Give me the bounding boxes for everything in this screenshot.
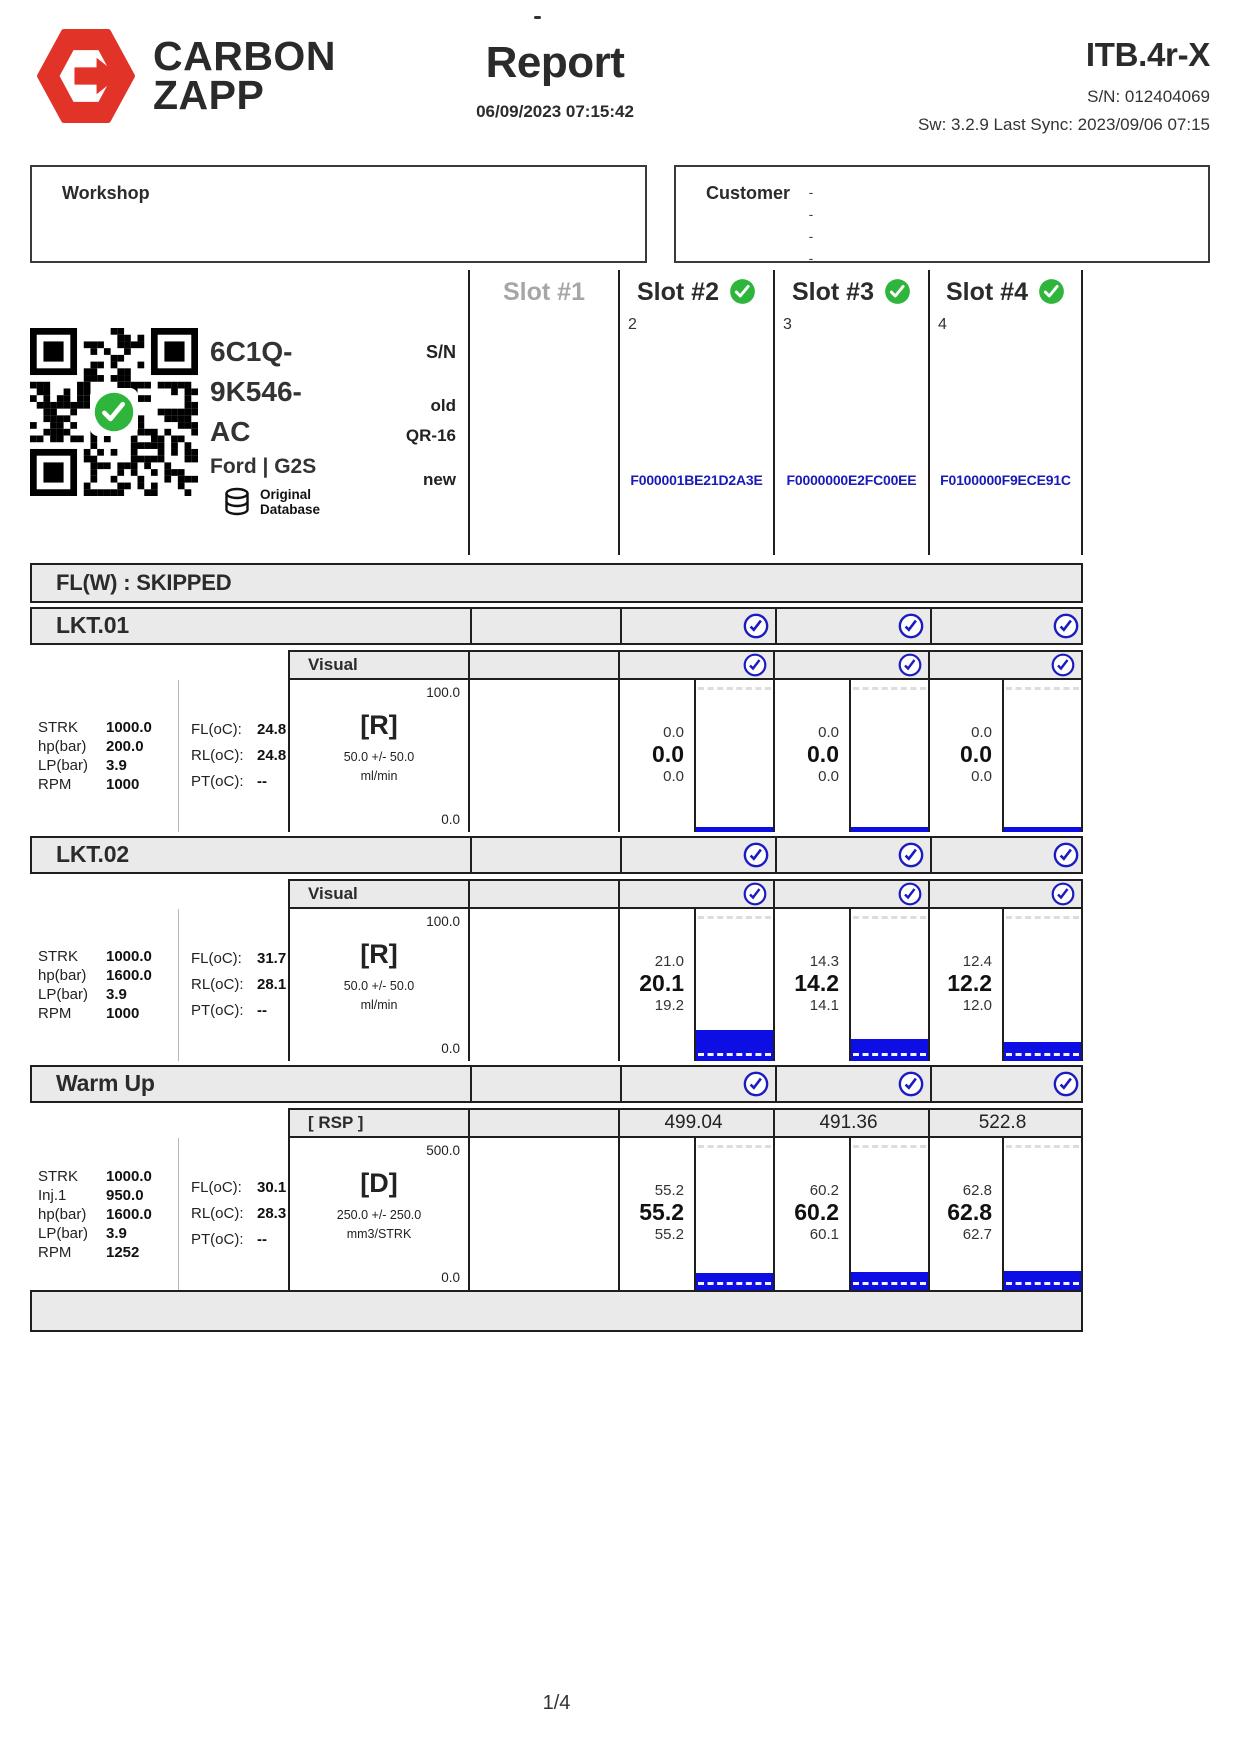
qr-verified-check-icon [90,388,138,436]
section-header-lkt02 [30,836,1083,874]
upper-limit-line [698,916,771,919]
slot4-subtest-cell [928,650,1083,680]
temp-label: PT(oC): [191,1002,244,1019]
temp-label: PT(oC): [191,1231,244,1248]
temp-label: FL(oC): [191,1179,242,1196]
temp-value: 30.1 [257,1179,287,1196]
result-bar [851,1039,928,1061]
result-values [930,909,1002,1061]
placeholder-dash: - [808,250,814,266]
result-values [930,1138,1002,1290]
result-max: 0.0 [818,724,839,741]
result-avg: 55.2 [639,1199,684,1225]
slot3-title [775,278,928,307]
lower-limit-line [1006,824,1079,827]
temp-label: RL(oC): [191,747,244,764]
slot4-result-cell [928,1138,1083,1290]
param-label: RPM [38,1243,72,1261]
upper-limit-line [853,1145,926,1148]
rsp-label: [ RSP ] [288,1108,468,1138]
param-label: hp(bar) [38,1205,87,1223]
measure-mode: [R] [360,939,398,969]
report-header [0,0,1240,165]
result-values [620,680,694,832]
temp-line [191,717,288,743]
slot4-title-text: Slot #4 [946,278,1028,306]
subtest-label: Visual [288,650,468,680]
slot2-section-cell [620,609,775,643]
param-value: 1000 [106,776,140,793]
test-content-lkt01 [30,680,1083,832]
result-bar [1004,1042,1081,1061]
page-number: 1/4 [542,1692,571,1714]
slot2-result-cell [618,1138,773,1290]
param-value: 1000.0 [106,719,152,736]
brand-line2: ZAPP [153,72,265,118]
upper-limit-line [698,1145,771,1148]
slot2-result-cell [618,909,773,1061]
test-content-lkt02 [30,909,1083,1061]
param-value: 1252 [106,1243,140,1261]
slot4-done-check-icon [1051,882,1075,906]
subtest-row-lkt01 [30,650,1083,680]
result-values [620,1138,694,1290]
slot1-section-cell [470,1067,620,1101]
brand-logo [35,28,336,124]
row-label-old: old [430,396,456,415]
slot2-result-cell [618,680,773,832]
param-line [38,985,178,1004]
result-avg: 60.2 [794,1199,839,1225]
temp-line [191,972,288,998]
slot3-result-cell [773,680,928,832]
slot4-number: 4 [938,316,947,333]
slot4-section-cell [930,838,1085,872]
param-label: RPM [38,1005,72,1022]
temp-value: 28.1 [257,976,287,993]
part-number-line1: 6C1Q- [210,336,293,367]
param-value: 3.9 [106,1224,127,1242]
slot3-result-cell [773,909,928,1061]
slot1-title: Slot #1 [503,278,585,306]
bar-chart [849,680,928,832]
lower-limit-line [853,1282,926,1285]
slot4-section-cell [930,609,1085,643]
temp-value: 24.8 [257,747,287,764]
result-max: 55.2 [654,1182,684,1199]
temp-value: 31.7 [257,950,287,967]
database-label [260,487,320,517]
param-line [38,1243,178,1262]
slot2-done-check-icon [743,882,767,906]
placeholder-dash: - [808,184,814,200]
result-avg: 12.2 [947,970,992,996]
brand-line1: CARBON [153,33,336,79]
result-min: 55.2 [654,1226,684,1243]
unit: ml/min [360,769,398,783]
carbon-zapp-logo-icon [35,28,137,124]
slot4-result-cell [928,909,1083,1061]
param-line [38,947,178,966]
rsp-row-warmup [30,1108,1083,1138]
param-value: 1000 [106,1005,140,1022]
stray-mark [534,16,541,19]
slot4-done-check-icon [1053,1071,1079,1097]
param-label: LP(bar) [38,986,89,1003]
slot2-done-check-icon [743,1071,769,1097]
temp-line [191,1201,288,1227]
param-line [38,1224,178,1243]
result-min: 14.1 [809,997,839,1014]
slot3-header-cell [773,270,928,555]
database-label-line2: Database [260,502,321,517]
row-label-qr16: QR-16 [405,426,456,445]
param-line [38,718,178,737]
param-value: 1000.0 [106,948,152,965]
result-bar [1004,827,1081,832]
slot4-serial: F0100000F9ECE91C [940,472,1071,488]
test-temperatures [178,680,288,832]
slot4-pass-check-icon [1038,278,1065,305]
result-values [775,909,849,1061]
result-bar [851,1272,928,1290]
param-line [38,1205,178,1224]
param-value: 200.0 [106,738,144,755]
slot1-section-cell [470,609,620,643]
slot1-section-cell [470,838,620,872]
workshop-label: Workshop [62,183,150,203]
chart-spec-cell [288,909,468,1061]
slot3-result-cell [773,1138,928,1290]
scale-min: 0.0 [441,812,460,827]
workshop-box [30,165,647,263]
result-max: 62.8 [962,1182,992,1199]
slot1-header-cell [468,270,618,555]
slot2-done-check-icon [743,842,769,868]
result-values [620,909,694,1061]
result-max: 21.0 [654,953,684,970]
slot3-done-check-icon [898,842,924,868]
slot4-subtest-cell [928,879,1083,909]
result-values [930,680,1002,832]
spacer [30,650,288,680]
result-bar [696,1030,773,1061]
slot3-section-cell [775,838,930,872]
lower-limit-line [698,1282,771,1285]
slot2-subtest-cell [618,650,773,680]
database-icon [222,487,252,517]
unit: ml/min [360,998,398,1012]
result-min: 0.0 [663,768,684,785]
upper-limit-line [1006,916,1079,919]
temp-label: RL(oC): [191,976,244,993]
scale-max: 100.0 [426,685,460,700]
spacer [30,1108,288,1138]
result-min: 60.1 [809,1226,839,1243]
lower-limit-line [1006,1053,1079,1056]
chart-spec-cell [288,1138,468,1290]
rsp-value: 522.8 [978,1112,1027,1133]
result-avg: 0.0 [652,741,684,767]
slot1-result-cell [468,680,618,832]
lower-limit-line [853,824,926,827]
slot2-done-check-icon [743,613,769,639]
slot4-header-cell [928,270,1083,555]
param-line [38,1186,178,1205]
slot4-title [930,278,1081,307]
result-avg: 62.8 [947,1199,992,1225]
slot3-done-check-icon [898,613,924,639]
scale-min: 0.0 [441,1041,460,1056]
temp-label: FL(oC): [191,721,242,738]
section-name: Warm Up [56,1070,155,1096]
param-value: 1600.0 [106,967,152,984]
result-max: 0.0 [971,724,992,741]
slot4-done-check-icon [1051,653,1075,677]
test-content-warmup [30,1138,1083,1290]
bar-chart [694,909,773,1061]
result-avg: 0.0 [807,741,839,767]
slot2-rsp-cell [618,1108,773,1138]
temp-line [191,1175,288,1201]
customer-label: Customer [706,183,791,203]
scale-min: 0.0 [441,1270,460,1285]
param-label: LP(bar) [38,1224,89,1242]
slot3-pass-check-icon [884,278,911,305]
result-max: 14.3 [809,953,839,970]
slot2-header-cell [618,270,773,555]
rsp-value: 499.04 [664,1112,723,1133]
temp-value: -- [257,1231,267,1248]
report-datetime: 06/09/2023 07:15:42 [476,102,634,121]
param-label: RPM [38,776,72,793]
slot2-section-cell [620,838,775,872]
section-header-lkt01 [30,607,1083,645]
param-value: 1600.0 [106,1205,152,1223]
upper-limit-line [698,687,771,690]
param-label: STRK [38,719,79,736]
temp-line [191,946,288,972]
slot3-title-text: Slot #3 [792,278,874,306]
param-line [38,1004,178,1023]
slot3-subtest-cell [773,650,928,680]
unit: mm3/STRK [346,1227,412,1241]
section-header-warmup [30,1065,1083,1103]
lower-limit-line [698,824,771,827]
row-label-new: new [422,470,456,489]
brand-text [153,33,336,118]
bar-chart [849,909,928,1061]
slot1-subtest-cell [468,650,618,680]
injector-info-cell [30,270,468,555]
result-avg: 14.2 [794,970,839,996]
result-min: 12.0 [962,997,992,1014]
param-label: STRK [38,1167,79,1185]
device-sync: Sw: 3.2.9 Last Sync: 2023/09/06 07:15 [917,115,1210,134]
temp-label: RL(oC): [191,1205,244,1222]
result-min: 62.7 [962,1226,992,1243]
result-bar [1004,1271,1081,1290]
slot2-section-cell [620,1067,775,1101]
slot2-subtest-cell [618,879,773,909]
param-label: hp(bar) [38,738,87,755]
result-max: 12.4 [962,953,992,970]
device-serial: S/N: 012404069 [1087,87,1210,106]
part-number-line3: AC [210,416,251,447]
param-value: 950.0 [106,1186,144,1204]
results-table [30,270,1083,1332]
temp-label: FL(oC): [191,950,242,967]
slot1-result-cell [468,909,618,1061]
vehicle-type: Ford | G2S [210,455,317,478]
table-footer-strip [30,1290,1083,1332]
slot2-pass-check-icon [729,278,756,305]
temp-line [191,769,288,795]
param-label: STRK [38,948,79,965]
report-title-block [420,38,690,122]
result-min: 0.0 [818,768,839,785]
result-avg: 0.0 [960,741,992,767]
lower-limit-line [698,1053,771,1056]
param-value: 1000.0 [106,1167,152,1185]
param-label: Inj.1 [38,1186,67,1204]
slot2-title-text: Slot #2 [637,278,719,306]
skipped-test-banner: FL(W) : SKIPPED [30,563,1083,603]
slot1-rsp-cell [468,1108,618,1138]
temp-line [191,998,288,1024]
temp-line [191,743,288,769]
result-bar [851,827,928,832]
slot3-done-check-icon [898,653,922,677]
slot2-done-check-icon [743,653,767,677]
scale-max: 100.0 [426,914,460,929]
temp-value: -- [257,773,267,790]
slot4-result-cell [928,680,1083,832]
bar-chart [1002,680,1081,832]
temp-value: 28.3 [257,1205,287,1222]
injector-part-info [210,332,320,517]
customer-box [674,165,1210,266]
scale-max: 500.0 [426,1143,460,1158]
temp-label: PT(oC): [191,773,244,790]
slot4-section-cell [930,1067,1085,1101]
lower-limit-line [853,1053,926,1056]
customer-placeholder [806,181,816,269]
part-number-line2: 9K546- [210,376,302,407]
param-line [38,756,178,775]
test-parameters [30,1138,178,1290]
upper-limit-line [853,916,926,919]
slot4-rsp-cell [928,1108,1083,1138]
lower-limit-line [1006,1282,1079,1285]
bar-chart [1002,909,1081,1061]
page-title: Report [485,38,625,87]
result-max: 0.0 [663,724,684,741]
database-label-line1: Original [260,487,312,502]
slot3-done-check-icon [898,882,922,906]
rsp-value: 491.36 [819,1112,878,1133]
result-values [775,680,849,832]
result-min: 19.2 [654,997,684,1014]
upper-limit-line [1006,1145,1079,1148]
slot3-section-cell [775,1067,930,1101]
result-max: 60.2 [809,1182,839,1199]
slot3-rsp-cell [773,1108,928,1138]
test-temperatures [178,1138,288,1290]
result-min: 0.0 [971,768,992,785]
tolerance: 50.0 +/- 50.0 [343,979,415,993]
row-label-sn: S/N [425,342,456,362]
temp-line [191,1227,288,1253]
param-line [38,775,178,794]
result-bar [696,827,773,832]
param-line [38,966,178,985]
slot2-title [620,278,773,307]
slot3-number: 3 [783,316,792,333]
param-label: LP(bar) [38,757,89,774]
upper-limit-line [1006,687,1079,690]
param-line [38,737,178,756]
subtest-row-lkt02 [30,879,1083,909]
section-name: LKT.02 [56,841,129,867]
param-label: hp(bar) [38,967,87,984]
section-name: LKT.01 [56,612,129,638]
slot-header-row [30,270,1083,555]
temp-value: -- [257,1002,267,1019]
tolerance: 50.0 +/- 50.0 [343,750,415,764]
temp-value: 24.8 [257,721,287,738]
test-temperatures [178,909,288,1061]
slot3-subtest-cell [773,879,928,909]
measure-mode: [R] [360,710,398,740]
tolerance: 250.0 +/- 250.0 [336,1208,422,1222]
slot2-number: 2 [628,316,637,333]
param-value: 3.9 [106,757,127,774]
chart-spec-cell [288,680,468,832]
placeholder-dash: - [808,228,814,244]
slot2-serial: F000001BE21D2A3E [630,472,763,488]
slot1-result-cell [468,1138,618,1290]
slot4-done-check-icon [1053,613,1079,639]
test-parameters [30,680,178,832]
slot4-done-check-icon [1053,842,1079,868]
subtest-label: Visual [288,879,468,909]
placeholder-dash: - [808,206,814,222]
result-avg: 20.1 [639,970,684,996]
result-values [775,1138,849,1290]
slot3-serial: F0000000E2FC00EE [786,472,917,488]
spacer [30,879,288,909]
slot3-section-cell [775,609,930,643]
test-parameters [30,909,178,1061]
bar-chart [694,680,773,832]
slot1-subtest-cell [468,879,618,909]
database-source [222,487,320,517]
param-value: 3.9 [106,986,127,1003]
device-name: ITB.4r-X [1085,36,1210,73]
device-info-block [918,36,1210,135]
param-line [38,1167,178,1186]
bar-chart [849,1138,928,1290]
slot3-done-check-icon [898,1071,924,1097]
bar-chart [694,1138,773,1290]
bar-chart [1002,1138,1081,1290]
measure-mode: [D] [360,1168,398,1198]
upper-limit-line [853,687,926,690]
